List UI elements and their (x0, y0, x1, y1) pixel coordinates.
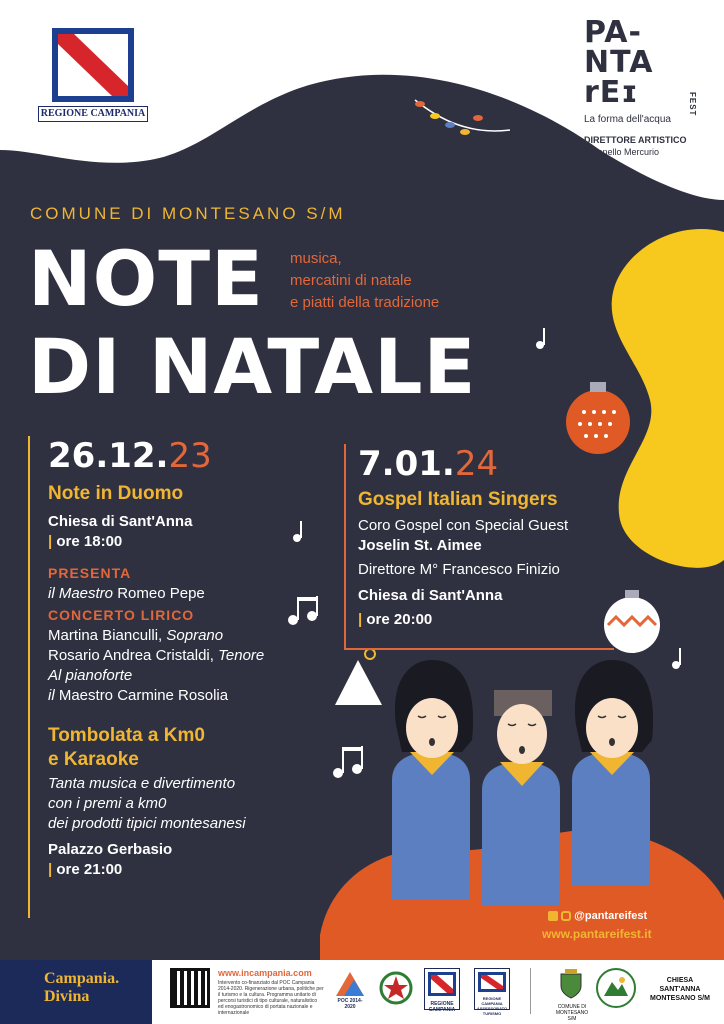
festival-vertical: FEST (688, 92, 697, 117)
footer-url[interactable]: www.incampania.com (218, 968, 312, 978)
event2-line1: Coro Gospel con Special Guest (358, 517, 569, 534)
regione-footer-label: REGIONE CAMPANIA (428, 1001, 456, 1013)
event3-time-text: ore 21:00 (56, 861, 123, 878)
campania-line-2: Divina (44, 988, 90, 1005)
website-link[interactable]: www.pantareifest.it (542, 927, 652, 941)
event2-date-main: 7.01. (358, 444, 455, 484)
singer1-role: Soprano (166, 627, 224, 644)
singer2-line (48, 646, 328, 666)
director-label: DIRETTORE ARTISTICO (584, 135, 687, 145)
regione-label: REGIONE CAMPANIA (38, 106, 148, 122)
event1-date (48, 436, 328, 476)
garland-line (415, 100, 510, 131)
event3-time: | ore 21:00 (48, 861, 123, 878)
social-handle[interactable] (548, 910, 647, 922)
pantarei-fest-logo (584, 15, 704, 178)
piano-prefix: il (48, 687, 55, 704)
event1-title: Note in Duomo (48, 483, 184, 504)
footer-divider (530, 968, 531, 1014)
presenta-prefix: il Maestro (48, 585, 114, 602)
poc-logo (332, 968, 368, 1010)
event2-line2: Joselin St. Aimee (358, 537, 482, 554)
festival-line-3: rEɪ (584, 75, 639, 110)
singer1-line (48, 626, 328, 646)
event3-title-line-2: e Karaoke (48, 749, 139, 770)
light-bulb (430, 113, 440, 119)
title-line-2: DI NATALE (28, 322, 477, 411)
chiesa-line: CHIESA (666, 977, 694, 984)
facebook-icon (548, 911, 558, 921)
parco-logo-icon (596, 968, 636, 1008)
chiesa-line: SANT'ANNA (659, 986, 701, 993)
event-column-left (28, 436, 328, 918)
regione-footer-logo (424, 968, 460, 1013)
event1-venue: Chiesa di Sant'Anna (48, 513, 193, 530)
singer2-role: Tenore (218, 647, 265, 664)
event2-date (358, 444, 614, 484)
subtitle-line: musica, (290, 250, 342, 267)
event1-date-year: 23 (168, 436, 212, 476)
presenta-label: PRESENTA (48, 565, 132, 581)
director-name: Antonello Mercurio (584, 147, 660, 157)
subtitle (290, 248, 439, 314)
event2-line3: Direttore M° Francesco Finizio (358, 561, 560, 578)
tree-shape (335, 660, 382, 705)
qr-code-icon[interactable] (170, 968, 210, 1008)
ornament-cap (590, 382, 606, 392)
light-bulb (473, 115, 483, 121)
event2-time: | ore 20:00 (358, 611, 433, 628)
singer1-name: Martina Bianculli, (48, 627, 163, 644)
campania-line-1: Campania. (44, 970, 120, 987)
piano-line (48, 686, 328, 706)
footer-note: Intervento co-finanziato dal POC Campania 2014-2020. Rigenerazione urbana, politiche per il turismo e la cultura. Programma unitario di percorsi turistici di tipo culturale, naturalistico ed enogastronomico di portata nazionale e internazionale (218, 980, 324, 1016)
poc-label: POC 2014-2020 (337, 998, 363, 1010)
festival-line-1: PA- (584, 15, 642, 50)
yellow-swoosh (612, 229, 724, 568)
piano-label: Al pianoforte (48, 667, 133, 684)
comune-crest-icon (556, 968, 586, 1000)
presenta-name: Romeo Pepe (117, 585, 205, 602)
light-bulb (445, 122, 455, 128)
event2-date-year: 24 (454, 444, 499, 484)
event3-desc-line: con i premi a km0 (48, 795, 167, 812)
title-line-1: NOTE (28, 234, 264, 323)
instagram-icon (561, 911, 571, 921)
light-bulb (415, 101, 425, 107)
festival-tagline: La forma dell'acqua (584, 114, 671, 125)
turismo-logo (474, 968, 510, 1016)
ornament-cap (625, 590, 639, 598)
event3-desc-line: Tanta musica e divertimento (48, 775, 236, 792)
comune-heading: COMUNE DI MONTESANO S/M (30, 204, 346, 223)
event3-desc-line: dei prodotti tipici montesanesi (48, 815, 246, 832)
turismo-label: REGIONE CAMPANIA ASSESSORATO TURISMO (476, 996, 508, 1016)
event2-time-text: ore 20:00 (366, 611, 433, 628)
festival-line-2: NTA (584, 45, 654, 80)
subtitle-line: mercatini di natale (290, 272, 412, 289)
chiesa-line: MONTESANO S/M (650, 995, 710, 1002)
event1-date-main: 26.12. (48, 436, 169, 476)
event1-time: | ore 18:00 (48, 533, 123, 550)
event3-title-line-1: Tombolata a Km0 (48, 725, 205, 746)
light-bulb (460, 129, 470, 135)
event2-title: Gospel Italian Singers (358, 489, 558, 510)
regione-campania-logo (38, 28, 148, 124)
chiesa-label (642, 976, 718, 1003)
comune-footer-label: COMUNE DI MONTESANO S/M (555, 1004, 589, 1022)
event2-venue: Chiesa di Sant'Anna (358, 587, 503, 604)
choir-illustration (392, 660, 653, 905)
piano-name: Maestro Carmine Rosolia (58, 687, 229, 704)
footer-bar (0, 960, 724, 1024)
italy-emblem-icon (378, 968, 414, 1010)
shield-icon (52, 28, 134, 102)
event3-venue: Palazzo Gerbasio (48, 841, 173, 858)
social-handle-text: @pantareifest (574, 910, 648, 922)
singer2-name: Rosario Andrea Cristaldi, (48, 647, 214, 664)
campania-divina-logo (0, 960, 152, 1024)
concerto-label: CONCERTO LIRICO (48, 607, 195, 623)
presenta-line (48, 584, 328, 604)
subtitle-line: e piatti della tradizione (290, 294, 440, 311)
event1-time-text: ore 18:00 (56, 533, 123, 550)
event-column-right (344, 444, 614, 650)
